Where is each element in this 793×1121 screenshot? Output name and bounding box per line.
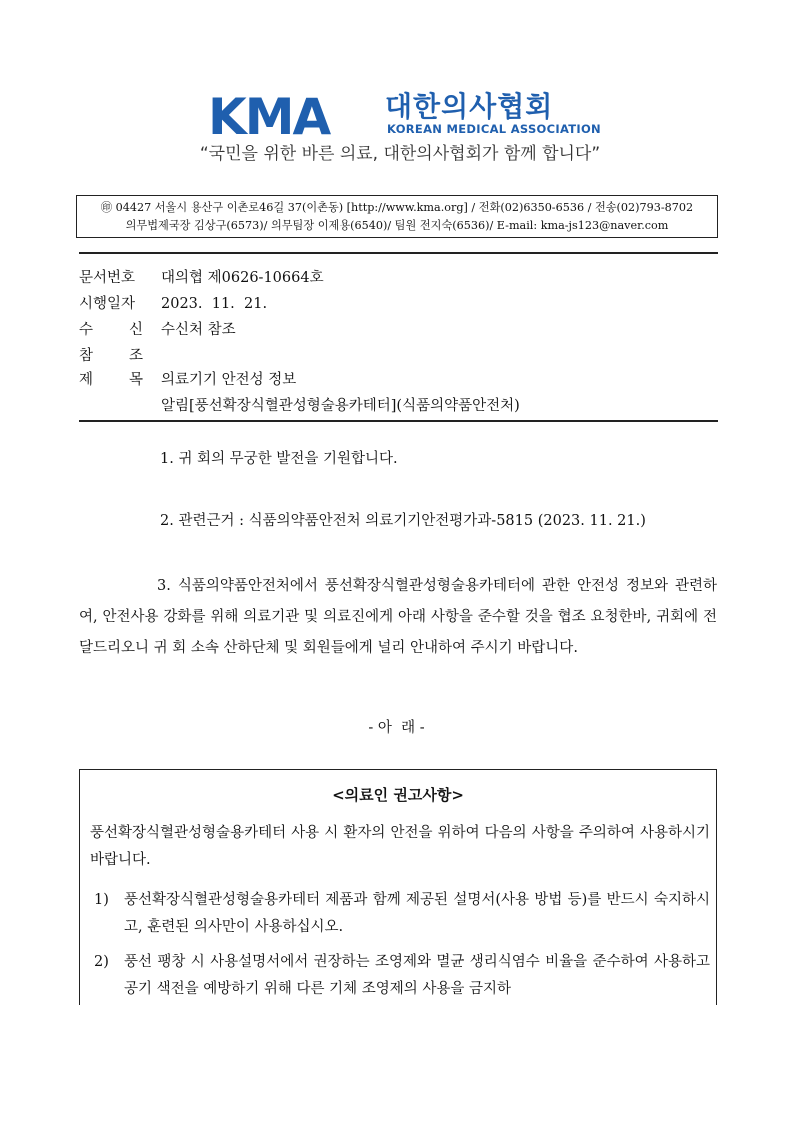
- date-label: 시행일자: [79, 296, 136, 312]
- recommendation-item-text: 풍선 팽창 시 사용설명서에서 권장하는 조영제와 멸균 생리식염수 비율을 준수하여 사용하고 공기 색전을 예방하기 위해 다른 기체 조영제의 사용을 금지하: [124, 954, 710, 997]
- reference-row: [79, 344, 161, 368]
- recipient-row: [79, 318, 236, 342]
- org-name-korean: 대한의사협회: [385, 90, 554, 123]
- recommendation-box: [79, 769, 717, 1005]
- doc-number-label: 문서번호: [79, 270, 136, 286]
- below-marker: - 아 래 -: [368, 720, 425, 736]
- recommendation-title: <의료인 권고사항>: [332, 786, 464, 804]
- recipient-label: 수 신: [79, 322, 143, 338]
- contact-line-2: 의무법제국장 김상구(6573)/ 의무팀장 이제용(6540)/ 팀원 전지숙(6536)/ E-mail: kma-js123@naver.com: [125, 219, 669, 232]
- recommendation-intro: 풍선확장식혈관성형술용카테터 사용 시 환자의 안전을 위하여 다음의 사항을 주의하여 사용하시기 바랍니다.: [90, 825, 710, 868]
- contact-box: [76, 195, 718, 238]
- paragraph-2: 2. 관련근거 : 식품의약품안전처 의료기기안전평가과-5815 (2023. 11. 21.): [160, 513, 646, 529]
- date-row: [79, 292, 267, 316]
- subject-label: 제 목: [79, 372, 143, 388]
- subject-line-2: 알림[풍선확장식혈관성형술용카테터](식품의약품안전처): [161, 398, 520, 414]
- header-divider-bottom: [79, 420, 718, 422]
- subject-line-1: 의료기기 안전성 정보: [161, 372, 297, 388]
- doc-number-row: [79, 266, 324, 290]
- date-value: 2023. 11. 21.: [161, 296, 268, 312]
- subject-row: [79, 368, 296, 392]
- paragraph-1: 1. 귀 회의 무궁한 발전을 기원합니다.: [160, 451, 398, 467]
- logo-mark: KMA: [208, 88, 330, 146]
- header-divider-top: [79, 252, 718, 254]
- recommendation-item: [94, 887, 710, 941]
- paragraph-3: 3. 식품의약품안전처에서 풍선확장식혈관성형술용카테터에 관한 안전성 정보와 관련하여, 안전사용 강화를 위해 의료기관 및 의료진에게 아래 사항을 준수할 것을 협조 요청한바, 귀회에 전달드리오니 귀 회 소속 산하단체 및 회원들에게 널리 안내하여 주시기 바랍니다.: [79, 578, 717, 656]
- org-name-english: KOREAN MEDICAL ASSOCIATION: [387, 122, 601, 136]
- recommendation-item-text: 풍선확장식혈관성형술용카테터 제품과 함께 제공된 설명서(사용 방법 등)를 반드시 숙지하시고, 훈련된 의사만이 사용하십시오.: [124, 892, 710, 935]
- contact-line-1: ㊞ 04427 서울시 용산구 이촌로46길 37(이촌동) [http://www.kma.org] / 전화(02)6350-6536 / 전송(02)793-8702: [100, 201, 694, 214]
- recipient-value: 수신처 참조: [161, 322, 236, 338]
- reference-label: 참 조: [79, 348, 143, 364]
- slogan: “국민을 위한 바른 의료, 대한의사협회가 함께 합니다”: [199, 144, 601, 164]
- recommendation-item-number: 1): [94, 892, 109, 908]
- recommendation-item-number: 2): [94, 954, 109, 970]
- recommendation-item: [94, 949, 710, 1003]
- doc-number: 대의협 제0626-10664호: [161, 270, 324, 286]
